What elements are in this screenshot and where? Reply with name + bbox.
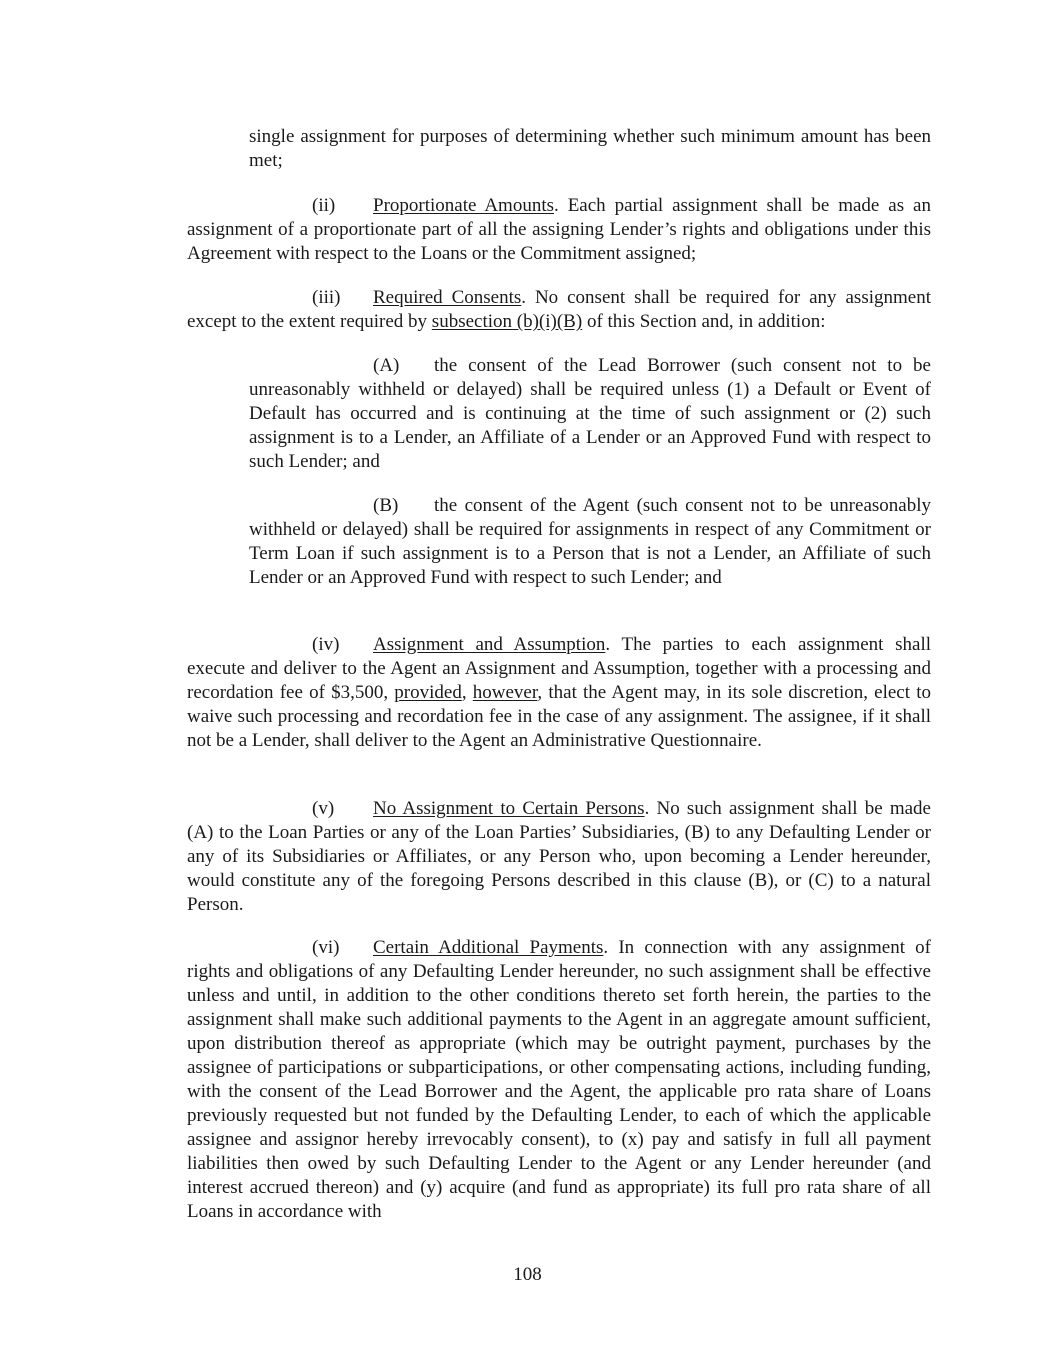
paragraph-iv: [187, 633, 931, 753]
clause-body: . In connection with any assignment of rights and obligations of any Defaulting Lender hereunder, no such assignment shall be effective unless and until, in addition to the other conditions thereto set forth herein, the parties to the assignment shall make such additional payments to the Agent in an aggregate amount sufficient, upon distribution thereof as appropriate (which may be outright payment, purchases by the assignee of participations or subparticipations, or other compensating actions, including funding, with the consent of the Lead Borrower and the Agent, the applicable pro rata share of Loans previously requested but not funded by the Defaulting Lender, to each of which the applicable assignee and assignor hereby irrevocably consent), to (x) pay and satisfy in full all payment liabilities then owed by such Defaulting Lender to the Agent or any Lender hereunder (and interest accrued thereon) and (y) acquire (and fund as appropriate) its full pro rata share of all Loans in accordance with: [187, 937, 931, 1222]
clause-body: . No such assignment shall be made (A) to the Loan Parties or any of the Loan Parties’ Subsidiaries, (B) to any Defaulting Lender or any of its Subsidiaries or Affiliates, or any Person who, upon becoming a Lender hereunder, would constitute any of the foregoing Persons described in this clause (B), or (C) to a natural Person.: [187, 798, 931, 915]
continuation-text: single assignment for purposes of determining whether such minimum amount has been met;: [249, 126, 931, 171]
clause-body-end: of this Section and, in addition:: [582, 311, 826, 332]
subclause-number: (B): [373, 495, 399, 516]
clause-number: (iv): [312, 634, 340, 655]
subclause-body: the consent of the Lead Borrower (such consent not to be unreasonably withheld or delayed) shall be required unless (1) a Default or Event of Default has occurred and is continuing at the time of such assignment or (2) such assignment is to a Lender, an Affiliate of a Lender or an Approved Fund with respect to such Lender; and: [249, 355, 931, 472]
paragraph-ii: [187, 194, 931, 266]
clause-heading: Certain Additional Payments: [373, 937, 604, 958]
paragraph-A: [249, 354, 931, 474]
clause-body-end: , that the Agent may, in its sole discretion, elect to waive such processing and recordation fee in the case of any assignment. The assignee, if it shall not be a Lender, shall deliver to the Agent an Administrative Questionnaire.: [187, 682, 931, 751]
clause-heading: No Assignment to Certain Persons: [373, 798, 645, 819]
page-number: 108: [513, 1264, 542, 1285]
comma: ,: [461, 682, 473, 703]
clause-body: . Each partial assignment shall be made as an assignment of a proportionate part of all the assigning Lender’s rights and obligations under this Agreement with respect to the Loans or the Commitment assigned;: [187, 195, 931, 264]
clause-number: (v): [312, 798, 335, 819]
cross-reference: subsection (b)(i)(B): [431, 311, 583, 332]
paragraph-vi: [187, 936, 931, 1224]
paragraph-continuation: [249, 125, 931, 173]
clause-number: (iii): [312, 287, 341, 308]
clause-heading: Proportionate Amounts: [373, 195, 554, 216]
subclause-number: (A): [373, 355, 400, 376]
provided-term: provided: [394, 682, 462, 703]
paragraph-iii: [187, 286, 931, 334]
subclause-body: the consent of the Agent (such consent not to be unreasonably withheld or delayed) shall be required for assignments in respect of any Commitment or Term Loan if such assignment is to a Person that is not a Lender, an Affiliate of such Lender or an Approved Fund with respect to such Lender; and: [249, 495, 931, 588]
clause-heading: Required Consents: [373, 287, 522, 308]
paragraph-B: [249, 494, 931, 590]
clause-body: . The parties to each assignment shall execute and deliver to the Agent an Assignment and Assumption, together with a processing and recordation fee of $3,500,: [187, 634, 931, 703]
clause-body: . No consent shall be required for any assignment except to the extent required by: [187, 287, 931, 332]
clause-number: (ii): [312, 195, 336, 216]
however-term: however: [472, 682, 538, 703]
clause-heading: Assignment and Assumption: [373, 634, 606, 655]
clause-number: (vi): [312, 937, 340, 958]
paragraph-v: [187, 797, 931, 917]
